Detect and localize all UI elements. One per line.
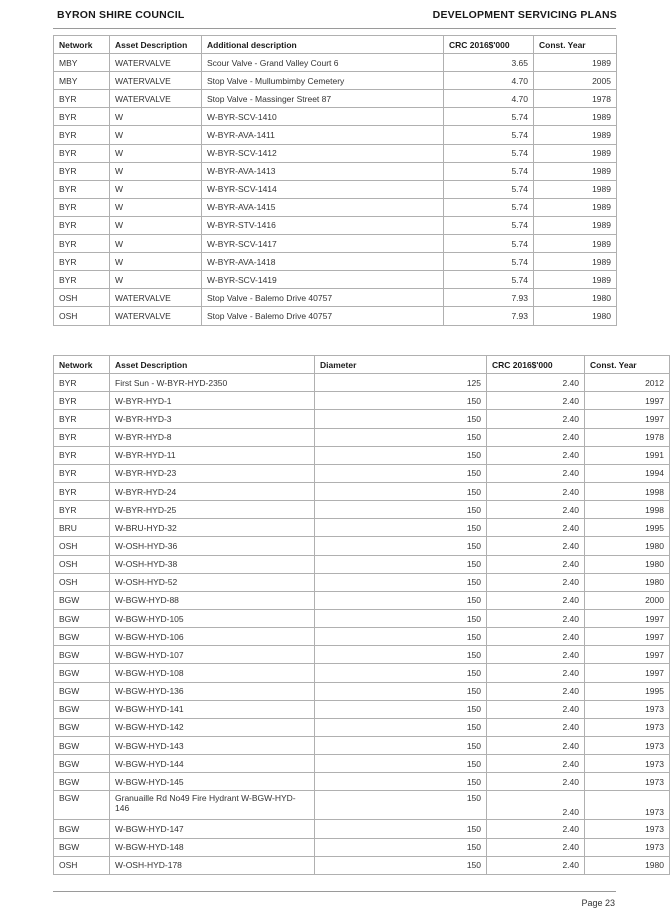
network-cell: BYR bbox=[54, 410, 110, 428]
asset-description-cell: WATERVALVE bbox=[110, 54, 202, 72]
network-cell: BYR bbox=[54, 446, 110, 464]
network-cell: BGW bbox=[54, 718, 110, 736]
table-row bbox=[54, 773, 670, 791]
table-row bbox=[54, 108, 617, 126]
asset-description-cell: W bbox=[110, 108, 202, 126]
detail-cell: 150 bbox=[315, 755, 487, 773]
council-name: BYRON SHIRE COUNCIL bbox=[57, 9, 185, 21]
crc-cell: 5.74 bbox=[444, 144, 534, 162]
network-cell: BGW bbox=[54, 755, 110, 773]
table-row bbox=[54, 736, 670, 754]
network-cell: BGW bbox=[54, 838, 110, 856]
detail-cell: W-BYR-AVA-1413 bbox=[202, 162, 444, 180]
col-asset-description-header: Asset Description bbox=[110, 356, 315, 374]
footer-rule bbox=[53, 891, 616, 892]
crc-cell: 2.40 bbox=[487, 519, 585, 537]
const-year-cell: 1978 bbox=[534, 90, 617, 108]
crc-cell: 2.40 bbox=[487, 718, 585, 736]
table-row bbox=[54, 428, 670, 446]
asset-description-cell: W-BGW-HYD-142 bbox=[110, 718, 315, 736]
asset-description-cell: W-BGW-HYD-105 bbox=[110, 609, 315, 627]
network-cell: OSH bbox=[54, 537, 110, 555]
network-cell: BGW bbox=[54, 736, 110, 754]
network-cell: BYR bbox=[54, 198, 110, 216]
table-row bbox=[54, 144, 617, 162]
asset-description-cell: W-BGW-HYD-106 bbox=[110, 628, 315, 646]
crc-cell: 5.74 bbox=[444, 162, 534, 180]
table-row bbox=[54, 271, 617, 289]
asset-description-cell: W-BYR-HYD-24 bbox=[110, 482, 315, 500]
network-cell: BYR bbox=[54, 216, 110, 234]
detail-cell: 150 bbox=[315, 856, 487, 874]
asset-description-cell: W-BGW-HYD-141 bbox=[110, 700, 315, 718]
const-year-cell: 1973 bbox=[585, 736, 670, 754]
detail-cell: W-BYR-SCV-1419 bbox=[202, 271, 444, 289]
detail-cell: 150 bbox=[315, 609, 487, 627]
table-row bbox=[54, 482, 670, 500]
detail-cell: 150 bbox=[315, 838, 487, 856]
detail-cell: 150 bbox=[315, 682, 487, 700]
crc-cell: 5.74 bbox=[444, 108, 534, 126]
detail-cell: Stop Valve - Balemo Drive 40757 bbox=[202, 289, 444, 307]
asset-description-cell: WATERVALVE bbox=[110, 307, 202, 325]
table-row bbox=[54, 198, 617, 216]
detail-cell: 150 bbox=[315, 573, 487, 591]
asset-description-cell: W bbox=[110, 144, 202, 162]
crc-cell: 4.70 bbox=[444, 72, 534, 90]
col-crc-header: CRC 2016$'000 bbox=[444, 36, 534, 54]
crc-cell: 5.74 bbox=[444, 180, 534, 198]
crc-cell: 2.40 bbox=[487, 682, 585, 700]
asset-description-cell: W-BGW-HYD-147 bbox=[110, 820, 315, 838]
const-year-cell: 1989 bbox=[534, 271, 617, 289]
asset-description-cell: Granuaille Rd No49 Fire Hydrant W-BGW-HYD-146 bbox=[110, 791, 315, 820]
const-year-cell: 1973 bbox=[585, 700, 670, 718]
detail-cell: 150 bbox=[315, 820, 487, 838]
crc-cell: 5.74 bbox=[444, 235, 534, 253]
network-cell: BRU bbox=[54, 519, 110, 537]
crc-cell: 2.40 bbox=[487, 664, 585, 682]
const-year-cell: 1980 bbox=[585, 573, 670, 591]
network-cell: BYR bbox=[54, 126, 110, 144]
asset-description-cell: W-OSH-HYD-38 bbox=[110, 555, 315, 573]
table-row bbox=[54, 446, 670, 464]
crc-cell: 2.40 bbox=[487, 773, 585, 791]
network-cell: BGW bbox=[54, 591, 110, 609]
table-row bbox=[54, 646, 670, 664]
asset-description-cell: W-BYR-HYD-3 bbox=[110, 410, 315, 428]
crc-cell: 2.40 bbox=[487, 791, 585, 820]
const-year-cell: 1994 bbox=[585, 464, 670, 482]
table-row bbox=[54, 410, 670, 428]
const-year-cell: 1980 bbox=[534, 307, 617, 325]
const-year-cell: 2000 bbox=[585, 591, 670, 609]
detail-cell: 150 bbox=[315, 736, 487, 754]
const-year-cell: 1973 bbox=[585, 838, 670, 856]
asset-description-cell: WATERVALVE bbox=[110, 72, 202, 90]
asset-description-cell: W bbox=[110, 253, 202, 271]
table-row bbox=[54, 591, 670, 609]
crc-cell: 3.65 bbox=[444, 54, 534, 72]
table-row bbox=[54, 464, 670, 482]
network-cell: BGW bbox=[54, 682, 110, 700]
crc-cell: 2.40 bbox=[487, 501, 585, 519]
col-network-header: Network bbox=[54, 356, 110, 374]
const-year-cell: 1989 bbox=[534, 253, 617, 271]
network-cell: BYR bbox=[54, 501, 110, 519]
crc-cell: 5.74 bbox=[444, 126, 534, 144]
const-year-cell: 1998 bbox=[585, 501, 670, 519]
table-row bbox=[54, 162, 617, 180]
const-year-cell: 2005 bbox=[534, 72, 617, 90]
detail-cell: 150 bbox=[315, 555, 487, 573]
asset-description-cell: W bbox=[110, 216, 202, 234]
col-const-year-header: Const. Year bbox=[585, 356, 670, 374]
detail-cell: 150 bbox=[315, 773, 487, 791]
const-year-cell: 1989 bbox=[534, 108, 617, 126]
const-year-cell: 1980 bbox=[585, 856, 670, 874]
table-row bbox=[54, 838, 670, 856]
crc-cell: 5.74 bbox=[444, 198, 534, 216]
table-row bbox=[54, 755, 670, 773]
network-cell: MBY bbox=[54, 72, 110, 90]
const-year-cell: 1980 bbox=[585, 537, 670, 555]
asset-description-cell: W-BGW-HYD-145 bbox=[110, 773, 315, 791]
detail-cell: Stop Valve - Balemo Drive 40757 bbox=[202, 307, 444, 325]
const-year-cell: 1995 bbox=[585, 519, 670, 537]
crc-cell: 2.40 bbox=[487, 428, 585, 446]
detail-cell: W-BYR-AVA-1418 bbox=[202, 253, 444, 271]
asset-description-cell: W-BYR-HYD-11 bbox=[110, 446, 315, 464]
table-row bbox=[54, 501, 670, 519]
document-title: DEVELOPMENT SERVICING PLANS bbox=[432, 9, 617, 21]
table-row bbox=[54, 573, 670, 591]
const-year-cell: 1995 bbox=[585, 682, 670, 700]
detail-cell: 150 bbox=[315, 791, 487, 820]
network-cell: BGW bbox=[54, 820, 110, 838]
network-cell: OSH bbox=[54, 307, 110, 325]
table-row bbox=[54, 555, 670, 573]
crc-cell: 2.40 bbox=[487, 838, 585, 856]
network-cell: BYR bbox=[54, 144, 110, 162]
page-number: Page 23 bbox=[581, 898, 615, 908]
col-network-header: Network bbox=[54, 36, 110, 54]
detail-cell: 150 bbox=[315, 664, 487, 682]
detail-cell: 150 bbox=[315, 700, 487, 718]
detail-cell: W-BYR-AVA-1415 bbox=[202, 198, 444, 216]
network-cell: BGW bbox=[54, 773, 110, 791]
asset-description-cell: W-BGW-HYD-136 bbox=[110, 682, 315, 700]
asset-description-cell: W-BGW-HYD-144 bbox=[110, 755, 315, 773]
const-year-cell: 1989 bbox=[534, 144, 617, 162]
network-cell: BGW bbox=[54, 628, 110, 646]
asset-description-cell: W bbox=[110, 126, 202, 144]
crc-cell: 7.93 bbox=[444, 307, 534, 325]
col-const-year-header: Const. Year bbox=[534, 36, 617, 54]
const-year-cell: 1989 bbox=[534, 235, 617, 253]
network-cell: BYR bbox=[54, 90, 110, 108]
const-year-cell: 1973 bbox=[585, 791, 670, 820]
page-header bbox=[57, 9, 617, 27]
table-row bbox=[54, 253, 617, 271]
network-cell: OSH bbox=[54, 555, 110, 573]
detail-cell: 150 bbox=[315, 428, 487, 446]
const-year-cell: 1973 bbox=[585, 820, 670, 838]
network-cell: OSH bbox=[54, 573, 110, 591]
detail-cell: 150 bbox=[315, 591, 487, 609]
table-row bbox=[54, 791, 670, 820]
network-cell: BGW bbox=[54, 664, 110, 682]
network-cell: BGW bbox=[54, 791, 110, 820]
asset-description-cell: W bbox=[110, 180, 202, 198]
crc-cell: 2.40 bbox=[487, 820, 585, 838]
network-cell: BYR bbox=[54, 464, 110, 482]
asset-description-cell: W-BGW-HYD-107 bbox=[110, 646, 315, 664]
table-row bbox=[54, 216, 617, 234]
const-year-cell: 1997 bbox=[585, 392, 670, 410]
const-year-cell: 1997 bbox=[585, 646, 670, 664]
asset-description-cell: W-BGW-HYD-143 bbox=[110, 736, 315, 754]
asset-description-cell: W-BYR-HYD-23 bbox=[110, 464, 315, 482]
crc-cell: 2.40 bbox=[487, 446, 585, 464]
table-row bbox=[54, 126, 617, 144]
network-cell: BYR bbox=[54, 162, 110, 180]
const-year-cell: 1973 bbox=[585, 718, 670, 736]
table-row bbox=[54, 289, 617, 307]
crc-cell: 5.74 bbox=[444, 216, 534, 234]
asset-description-cell: W-BRU-HYD-32 bbox=[110, 519, 315, 537]
table-row bbox=[54, 682, 670, 700]
table-row bbox=[54, 537, 670, 555]
const-year-cell: 1978 bbox=[585, 428, 670, 446]
asset-description-cell: W bbox=[110, 198, 202, 216]
valve-assets-table bbox=[53, 35, 617, 326]
const-year-cell: 1973 bbox=[585, 755, 670, 773]
detail-cell: 150 bbox=[315, 410, 487, 428]
network-cell: BYR bbox=[54, 482, 110, 500]
detail-cell: 125 bbox=[315, 374, 487, 392]
asset-description-cell: WATERVALVE bbox=[110, 289, 202, 307]
table-header-row bbox=[54, 36, 617, 54]
asset-description-cell: W bbox=[110, 235, 202, 253]
const-year-cell: 1980 bbox=[585, 555, 670, 573]
network-cell: BGW bbox=[54, 609, 110, 627]
table-row bbox=[54, 54, 617, 72]
table-row bbox=[54, 519, 670, 537]
detail-cell: W-BYR-SCV-1410 bbox=[202, 108, 444, 126]
table-row bbox=[54, 72, 617, 90]
crc-cell: 2.40 bbox=[487, 736, 585, 754]
asset-description-cell: W-BGW-HYD-88 bbox=[110, 591, 315, 609]
asset-description-cell: W-BYR-HYD-1 bbox=[110, 392, 315, 410]
const-year-cell: 1989 bbox=[534, 126, 617, 144]
crc-cell: 2.40 bbox=[487, 856, 585, 874]
crc-cell: 2.40 bbox=[487, 537, 585, 555]
table-row bbox=[54, 718, 670, 736]
table-row bbox=[54, 235, 617, 253]
crc-cell: 2.40 bbox=[487, 646, 585, 664]
detail-cell: W-BYR-SCV-1412 bbox=[202, 144, 444, 162]
network-cell: BYR bbox=[54, 374, 110, 392]
crc-cell: 2.40 bbox=[487, 482, 585, 500]
const-year-cell: 2012 bbox=[585, 374, 670, 392]
table-row bbox=[54, 628, 670, 646]
asset-description-cell: W-OSH-HYD-36 bbox=[110, 537, 315, 555]
const-year-cell: 1973 bbox=[585, 773, 670, 791]
asset-description-cell: W bbox=[110, 271, 202, 289]
network-cell: BYR bbox=[54, 428, 110, 446]
network-cell: BYR bbox=[54, 271, 110, 289]
const-year-cell: 1997 bbox=[585, 410, 670, 428]
detail-cell: 150 bbox=[315, 718, 487, 736]
table-row bbox=[54, 180, 617, 198]
col-3-header: Diameter bbox=[315, 356, 487, 374]
crc-cell: 5.74 bbox=[444, 253, 534, 271]
const-year-cell: 1989 bbox=[534, 198, 617, 216]
detail-cell: 150 bbox=[315, 464, 487, 482]
table-row bbox=[54, 856, 670, 874]
const-year-cell: 1997 bbox=[585, 664, 670, 682]
const-year-cell: 1989 bbox=[534, 54, 617, 72]
network-cell: BYR bbox=[54, 253, 110, 271]
crc-cell: 2.40 bbox=[487, 628, 585, 646]
asset-description-cell: First Sun - W-BYR-HYD-2350 bbox=[110, 374, 315, 392]
crc-cell: 2.40 bbox=[487, 591, 585, 609]
network-cell: BYR bbox=[54, 235, 110, 253]
table-row bbox=[54, 392, 670, 410]
crc-cell: 4.70 bbox=[444, 90, 534, 108]
asset-description-cell: W bbox=[110, 162, 202, 180]
header-rule bbox=[53, 28, 616, 29]
crc-cell: 2.40 bbox=[487, 410, 585, 428]
network-cell: OSH bbox=[54, 856, 110, 874]
table-row bbox=[54, 820, 670, 838]
table-header-row bbox=[54, 356, 670, 374]
crc-cell: 2.40 bbox=[487, 700, 585, 718]
detail-cell: 150 bbox=[315, 519, 487, 537]
table-row bbox=[54, 90, 617, 108]
asset-description-cell: W-BYR-HYD-8 bbox=[110, 428, 315, 446]
detail-cell: 150 bbox=[315, 482, 487, 500]
detail-cell: 150 bbox=[315, 646, 487, 664]
crc-cell: 2.40 bbox=[487, 374, 585, 392]
detail-cell: Scour Valve - Grand Valley Court 6 bbox=[202, 54, 444, 72]
network-cell: BYR bbox=[54, 180, 110, 198]
detail-cell: W-BYR-SCV-1417 bbox=[202, 235, 444, 253]
col-3-header: Additional description bbox=[202, 36, 444, 54]
table-row bbox=[54, 609, 670, 627]
asset-description-cell: W-BGW-HYD-148 bbox=[110, 838, 315, 856]
const-year-cell: 1997 bbox=[585, 609, 670, 627]
const-year-cell: 1989 bbox=[534, 162, 617, 180]
const-year-cell: 1989 bbox=[534, 180, 617, 198]
const-year-cell: 1997 bbox=[585, 628, 670, 646]
crc-cell: 2.40 bbox=[487, 755, 585, 773]
crc-cell: 5.74 bbox=[444, 271, 534, 289]
const-year-cell: 1989 bbox=[534, 216, 617, 234]
col-crc-header: CRC 2016$'000 bbox=[487, 356, 585, 374]
detail-cell: W-BYR-AVA-1411 bbox=[202, 126, 444, 144]
hydrant-assets-table bbox=[53, 355, 670, 875]
detail-cell: 150 bbox=[315, 446, 487, 464]
const-year-cell: 1998 bbox=[585, 482, 670, 500]
detail-cell: W-BYR-SCV-1414 bbox=[202, 180, 444, 198]
detail-cell: Stop Valve - Massinger Street 87 bbox=[202, 90, 444, 108]
asset-description-cell: WATERVALVE bbox=[110, 90, 202, 108]
network-cell: MBY bbox=[54, 54, 110, 72]
detail-cell: 150 bbox=[315, 537, 487, 555]
detail-cell: Stop Valve - Mullumbimby Cemetery bbox=[202, 72, 444, 90]
network-cell: BYR bbox=[54, 108, 110, 126]
detail-cell: 150 bbox=[315, 501, 487, 519]
network-cell: BGW bbox=[54, 646, 110, 664]
crc-cell: 2.40 bbox=[487, 555, 585, 573]
table-row bbox=[54, 374, 670, 392]
table-row bbox=[54, 700, 670, 718]
asset-description-cell: W-BYR-HYD-25 bbox=[110, 501, 315, 519]
const-year-cell: 1991 bbox=[585, 446, 670, 464]
network-cell: BGW bbox=[54, 700, 110, 718]
network-cell: OSH bbox=[54, 289, 110, 307]
crc-cell: 2.40 bbox=[487, 392, 585, 410]
table-row bbox=[54, 664, 670, 682]
crc-cell: 2.40 bbox=[487, 464, 585, 482]
detail-cell: 150 bbox=[315, 628, 487, 646]
crc-cell: 7.93 bbox=[444, 289, 534, 307]
asset-description-cell: W-BGW-HYD-108 bbox=[110, 664, 315, 682]
detail-cell: W-BYR-STV-1416 bbox=[202, 216, 444, 234]
crc-cell: 2.40 bbox=[487, 609, 585, 627]
network-cell: BYR bbox=[54, 392, 110, 410]
const-year-cell: 1980 bbox=[534, 289, 617, 307]
detail-cell: 150 bbox=[315, 392, 487, 410]
col-asset-description-header: Asset Description bbox=[110, 36, 202, 54]
crc-cell: 2.40 bbox=[487, 573, 585, 591]
table-row bbox=[54, 307, 617, 325]
asset-description-cell: W-OSH-HYD-178 bbox=[110, 856, 315, 874]
asset-description-cell: W-OSH-HYD-52 bbox=[110, 573, 315, 591]
